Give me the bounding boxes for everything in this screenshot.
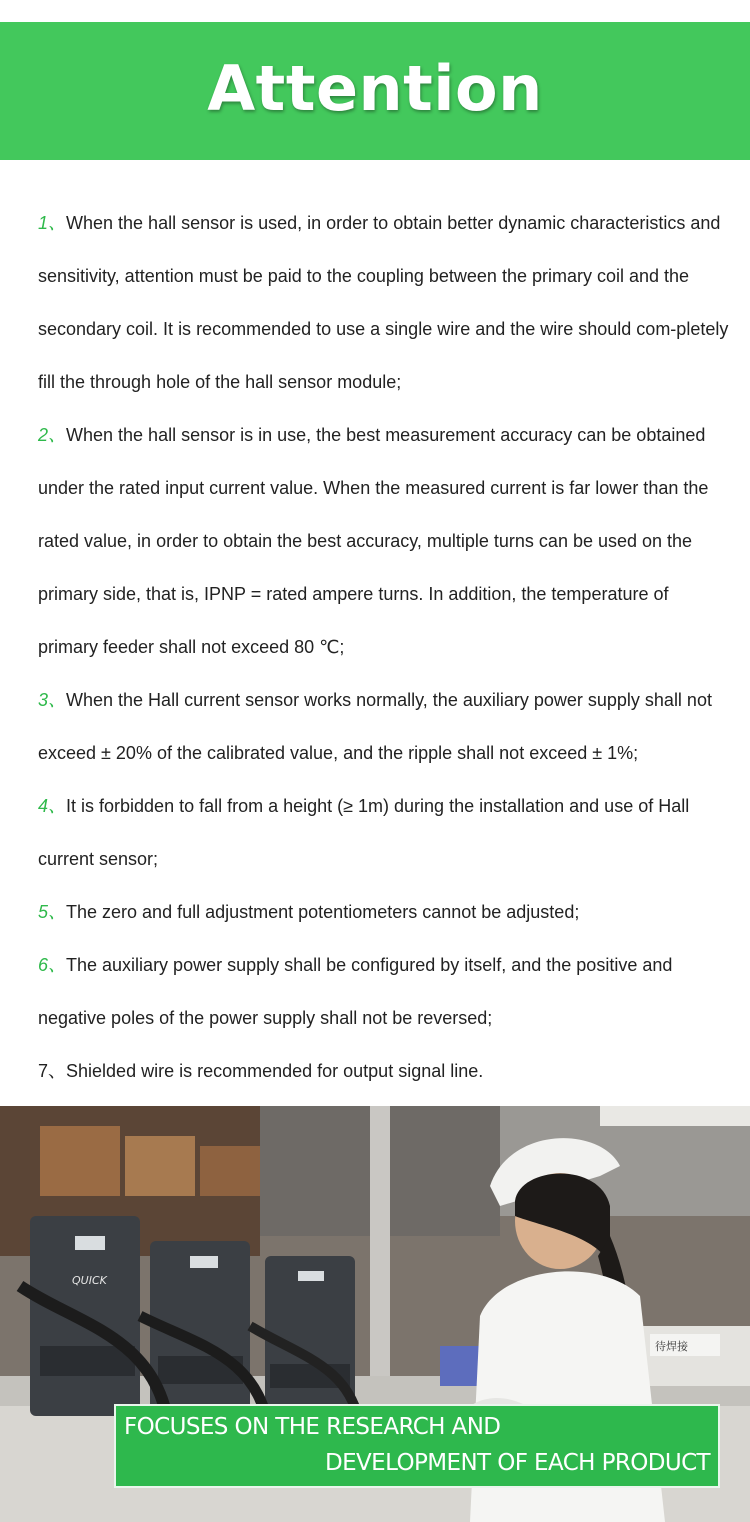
note-item (38, 1045, 730, 1098)
caption-box (114, 1404, 720, 1488)
caption-line-2: DEVELOPMENT OF EACH PRODUCT (325, 1450, 710, 1476)
page-title: Attention (207, 51, 543, 125)
note-text: When the Hall current sensor works normally, the auxiliary power supply shall not exceed ± 20% of the calibrated value, and the ripple shall not exceed ± 1%; (38, 690, 712, 763)
note-item (38, 780, 730, 886)
note-number: 7、 (38, 1061, 67, 1081)
header-banner (0, 22, 750, 160)
note-text: It is forbidden to fall from a height (≥ 1m) during the installation and use of Hall current sensor; (38, 796, 690, 869)
note-item (38, 886, 730, 939)
note-item (38, 939, 730, 1045)
note-number: 2、 (38, 425, 67, 445)
caption-line-1: FOCUSES ON THE RESEARCH AND (124, 1414, 501, 1440)
note-text: When the hall sensor is in use, the best measurement accuracy can be obtained under the rated input current value. When the measured current is far lower than the rated value, in order to obtain the best accuracy, multiple turns can be used on the primary side, that is, IPNP = rated ampere turns. In addition, the temperature of primary feeder shall not exceed 80 ℃; (38, 425, 709, 657)
note-item (38, 197, 730, 409)
sign-label: 待焊接 (655, 1340, 688, 1353)
attention-notes (38, 197, 730, 1098)
note-number: 6、 (38, 955, 67, 975)
note-number: 3、 (38, 690, 67, 710)
note-number: 4、 (38, 796, 67, 816)
machine-brand-label: QUICK (72, 1274, 107, 1287)
note-number: 1、 (38, 213, 67, 233)
note-text: When the hall sensor is used, in order to obtain better dynamic characteristics and sensitivity, attention must be paid to the coupling between the primary coil and the secondary coil. It is recommended to use a single wire and the wire should com-pletely fill the through hole of the hall sensor module; (38, 213, 729, 392)
note-item (38, 409, 730, 674)
note-text: The zero and full adjustment potentiometers cannot be adjusted; (66, 902, 580, 922)
note-item (38, 674, 730, 780)
note-number: 5、 (38, 902, 67, 922)
note-text: The auxiliary power supply shall be configured by itself, and the positive and negative poles of the power supply shall not be reversed; (38, 955, 673, 1028)
note-text: Shielded wire is recommended for output signal line. (66, 1061, 484, 1081)
